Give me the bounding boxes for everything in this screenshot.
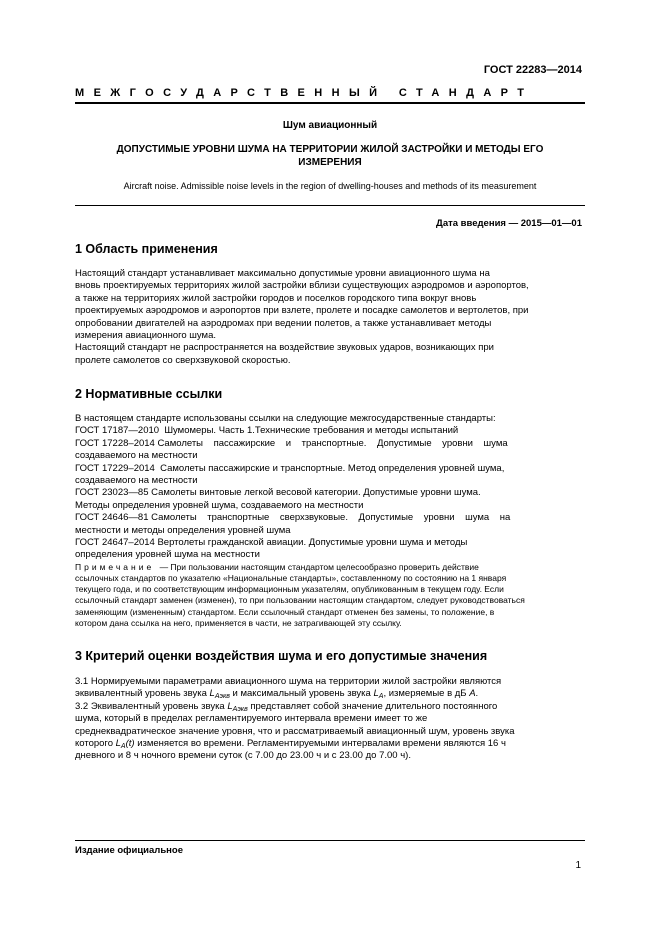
text-line: определения уровней шума на местности: [75, 549, 260, 561]
text-line: ГОСТ 23023—85 Самолеты винтовые легкой весовой категории. Допустимые уровни шума.: [75, 487, 481, 499]
note-line: Примечание — При пользовании настоящим стандартом целесообразно проверить действие: [75, 561, 479, 572]
text-line: Настоящий стандарт устанавливает максимально допустимые уровни авиационного шума на: [75, 268, 490, 279]
short-title: Шум авиационный: [282, 120, 378, 131]
main-title-line: ДОПУСТИМЫЕ УРОВНИ ШУМА НА ТЕРРИТОРИИ ЖИЛОЙ ЗАСТРОЙКИ И МЕТОДЫ ЕГО: [116, 144, 544, 155]
text-line: которого $L_А(t)$ изменяется во времени. Регламентируемыми интервалами времени являются 16 ч: [75, 738, 506, 751]
note-line: текущего года, и по соответствующим информационным указателям, опубликованным в текущем году. Если: [75, 584, 504, 595]
section-heading-criteria: 3 Критерий оценки воздействия шума и его допустимые значения: [75, 649, 488, 663]
text-line: ГОСТ 24646—81 Самолеты транспортные сверхзвуковые. Допустимые уровни шума на: [75, 512, 511, 524]
note-line: заменяющим (измененным) стандартом. Если ссылочный стандарт отменен без замены, то положение, в: [75, 606, 495, 617]
text-line: пролете самолетов со сверхзвуковой скоростью.: [75, 354, 291, 366]
text-line: а также на территориях жилой застройки городов и поселков городского типа вокруг вновь: [75, 292, 477, 304]
text-line: шума, который в пределах регламентируемого интервала времени имеет то же: [75, 713, 428, 725]
section-criteria-text: [75, 676, 583, 763]
section-references-text: [75, 413, 583, 629]
footer-rule: [75, 840, 585, 841]
section-heading-references: 2 Нормативные ссылки: [75, 387, 223, 401]
text-line: местности и методы определения уровней шума: [75, 524, 291, 536]
main-title: [75, 143, 585, 169]
note-line: котором дана ссылка на него, применяется в части, не затрагивающей эту ссылку.: [75, 617, 402, 628]
note-line: ссылочный стандарт заменен (изменен), то при пользовании настоящим стандартом, следует руководствоваться: [75, 595, 525, 606]
text-line: среднеквадратическое значение уровня, что и рассматриваемый авиационный шум, уровень звука: [75, 725, 515, 737]
section-scope-text: [75, 268, 583, 367]
section-heading-scope: 1 Область применения: [75, 242, 218, 256]
interstate-standard-banner: МЕЖГОСУДАРСТВЕННЫЙ СТАНДАРТ: [75, 87, 534, 99]
note-line: ссылочных стандартов по указателю «Национальные стандарты», составленному по состоянию на 1 января: [75, 573, 507, 584]
text-line: ГОСТ 17228–2014 Самолеты пассажирские и транспортные. Допустимые уровни шума: [75, 437, 508, 449]
main-title-line: ИЗМЕРЕНИЯ: [298, 157, 362, 168]
text-line: ГОСТ 24647–2014 Вертолеты гражданской авиации. Допустимые уровни шума и методы: [75, 537, 468, 549]
text-line: измерения авиационного шума.: [75, 330, 217, 342]
text-line: ГОСТ 17187—2010 Шумомеры. Часть 1.Технические требования и методы испытаний: [75, 425, 459, 437]
text-line: создаваемого на местности: [75, 475, 198, 487]
document-code: ГОСТ 22283—2014: [483, 64, 582, 76]
header-rule: [75, 102, 585, 104]
official-edition-label: Издание официальное: [75, 845, 183, 856]
text-line: ГОСТ 17229–2014 Самолеты пассажирские и транспортные. Метод определения уровней шума,: [75, 462, 505, 474]
note-label: Примечание: [75, 561, 160, 572]
text-line: Методы определения уровней шума, создаваемого на местности: [75, 499, 364, 511]
text-line: опробовании двигателей на аэродромах при ведении полетов, а также устанавливает методы: [75, 317, 492, 329]
text-line: 3.2 Эквивалентный уровень звука $L_{Аэкв}$ представляет собой значение длительного постоянного: [75, 700, 498, 713]
text-line: вновь проектируемых территориях жилой застройки вблизи существующих аэродромов и аэропортов,: [75, 280, 529, 292]
text-line: В настоящем стандарте использованы ссылки на следующие межгосударственные стандарты:: [75, 413, 496, 424]
text-line: эквивалентный уровень звука $L_{Аэкв}$ и максимальный уровень звука $L_А$, измеряемые в дБ А.: [75, 688, 479, 701]
page-number: 1: [575, 860, 581, 871]
text-line: Настоящий стандарт не распространяется на воздействие звуковых ударов, возникающих при: [75, 342, 494, 354]
english-title: Aircraft noise. Admissible noise levels in the region of dwelling-houses and methods of its measurement: [123, 181, 537, 191]
text-line: 3.1 Нормируемыми параметрами авиационного шума на территории жилой застройки являются: [75, 676, 502, 687]
text-line: создаваемого на местности: [75, 450, 198, 462]
introduction-date: Дата введения — 2015—01—01: [436, 218, 582, 229]
text-line: дневного и 8 ч ночного времени суток (с 7.00 до 23.00 ч и с 23.00 до 7.00 ч).: [75, 750, 411, 762]
title-rule: [75, 205, 585, 206]
text-line: проектируемых аэродромов и аэропортов при взлете, пролете и посадке самолетов и вертолетов, при: [75, 305, 529, 317]
